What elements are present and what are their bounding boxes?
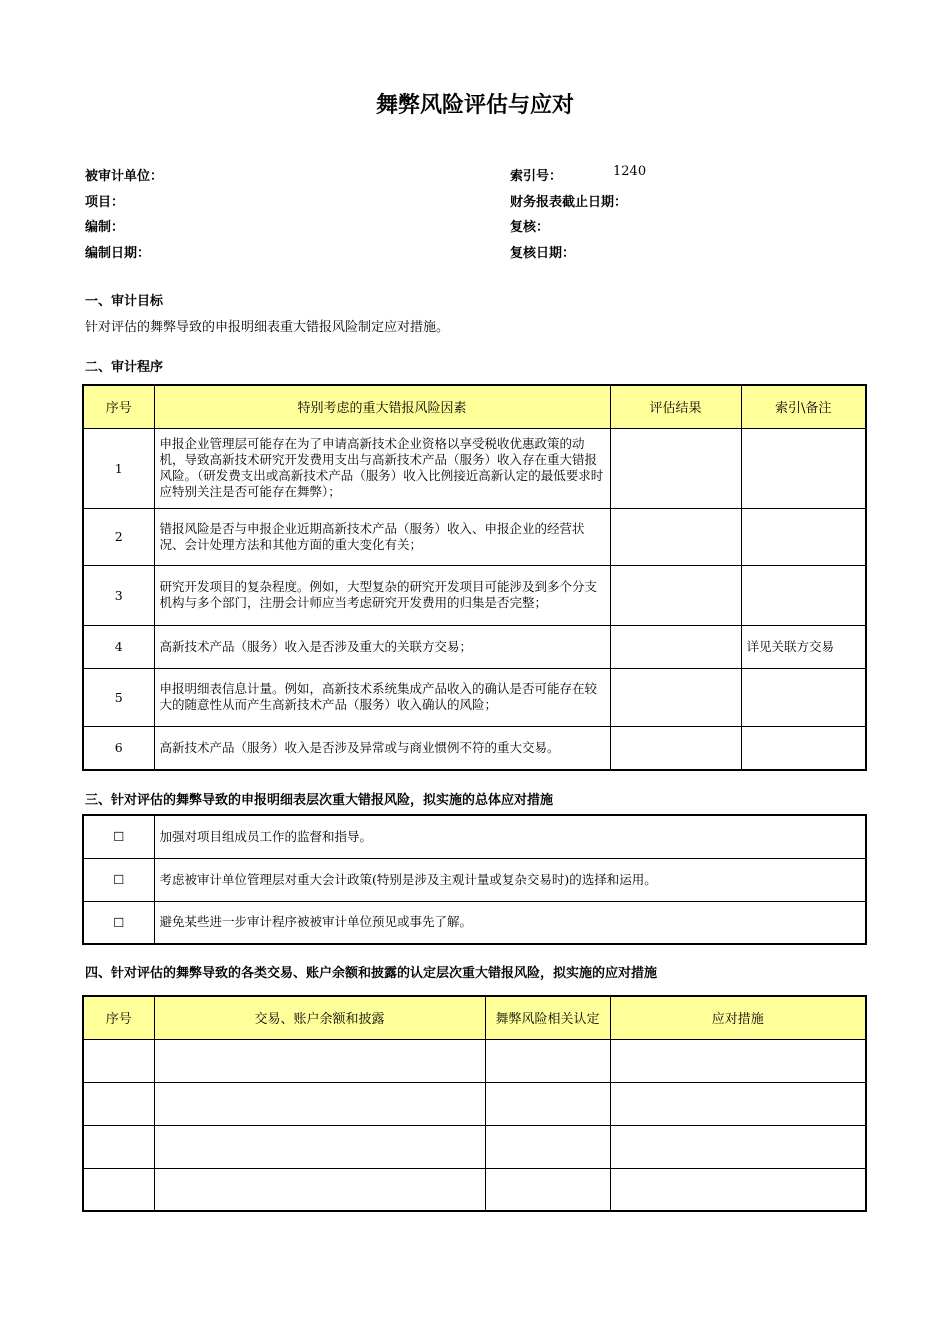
project-label: 项目： (85, 195, 125, 210)
row-factor: 高新技术产品（服务）收入是否涉及异常或与商业惯例不符的重大交易。 (154, 726, 610, 770)
cell-account[interactable] (154, 1082, 485, 1125)
cell-no[interactable] (83, 1168, 154, 1211)
overall-response-table (82, 814, 867, 945)
row-note[interactable] (741, 726, 866, 770)
cell-response[interactable] (610, 1082, 866, 1125)
checkbox-icon[interactable]: ☐ (83, 858, 154, 901)
cell-account[interactable] (154, 1039, 485, 1082)
checkbox-icon[interactable]: ☐ (83, 815, 154, 858)
table-row (83, 1039, 866, 1082)
response-text: 避免某些进一步审计程序被被审计单位预见或事先了解。 (154, 901, 866, 944)
row-no: 3 (83, 565, 154, 625)
row-factor: 错报风险是否与申报企业近期高新技术产品（服务）收入、申报企业的经营状况、会计处理方法和其他方面的重大变化有关； (154, 508, 610, 565)
section1-text: 针对评估的舞弊导致的申报明细表重大错报风险制定应对措施。 (85, 320, 450, 335)
row-result[interactable] (610, 726, 741, 770)
list-item (83, 815, 866, 858)
row-result[interactable] (610, 428, 741, 508)
col-header-account: 交易、账户余额和披露 (154, 996, 485, 1039)
risk-factor-table (82, 384, 867, 771)
cell-no[interactable] (83, 1125, 154, 1168)
row-factor: 高新技术产品（服务）收入是否涉及重大的关联方交易； (154, 625, 610, 668)
table-row (83, 1082, 866, 1125)
auditee-label: 被审计单位： (85, 169, 164, 184)
table-row (83, 428, 866, 508)
list-item (83, 901, 866, 944)
list-item (83, 858, 866, 901)
cell-response[interactable] (610, 1125, 866, 1168)
table-row (83, 625, 866, 668)
col-header-factor: 特别考虑的重大错报风险因素 (154, 385, 610, 428)
col-header-assertion: 舞弊风险相关认定 (485, 996, 610, 1039)
response-text: 考虑被审计单位管理层对重大会计政策(特别是涉及主观计量或复杂交易时)的选择和运用。 (154, 858, 866, 901)
prepare-date-label: 编制日期： (85, 246, 151, 261)
table-row (83, 726, 866, 770)
cell-response[interactable] (610, 1039, 866, 1082)
row-no: 5 (83, 668, 154, 726)
section3-title: 三、针对评估的舞弊导致的申报明细表层次重大错报风险，拟实施的总体应对措施 (85, 793, 554, 808)
row-factor: 申报明细表信息计量。例如，高新技术系统集成产品收入的确认是否可能存在较大的随意性从而产生高新技术产品（服务）收入确认的风险； (154, 668, 610, 726)
row-no: 1 (83, 428, 154, 508)
cell-assertion[interactable] (485, 1168, 610, 1211)
table-row (83, 668, 866, 726)
cell-response[interactable] (610, 1168, 866, 1211)
row-result[interactable] (610, 508, 741, 565)
row-no: 6 (83, 726, 154, 770)
table-row (83, 1168, 866, 1211)
row-result[interactable] (610, 565, 741, 625)
cell-account[interactable] (154, 1125, 485, 1168)
table-row (83, 1125, 866, 1168)
row-no: 4 (83, 625, 154, 668)
col-header-response: 应对措施 (610, 996, 866, 1039)
section2-title: 二、审计程序 (85, 360, 164, 375)
col-header-result: 评估结果 (610, 385, 741, 428)
table-row (83, 565, 866, 625)
cell-assertion[interactable] (485, 1125, 610, 1168)
row-note[interactable] (741, 668, 866, 726)
col-header-note: 索引\备注 (741, 385, 866, 428)
row-note[interactable]: 详见关联方交易 (741, 625, 866, 668)
checkbox-icon[interactable]: ☐ (83, 901, 154, 944)
report-date-label: 财务报表截止日期： (510, 195, 628, 210)
cell-assertion[interactable] (485, 1082, 610, 1125)
preparer-label: 编制： (85, 220, 125, 235)
row-note[interactable] (741, 428, 866, 508)
cell-assertion[interactable] (485, 1039, 610, 1082)
page-title: 舞弊风险评估与应对 (375, 93, 574, 118)
row-no: 2 (83, 508, 154, 565)
col-header-no: 序号 (83, 996, 154, 1039)
row-result[interactable] (610, 668, 741, 726)
cell-account[interactable] (154, 1168, 485, 1211)
row-factor: 申报企业管理层可能存在为了申请高新技术企业资格以享受税收优惠政策的动机，导致高新技术研究开发费用支出与高新技术产品（服务）收入存在重大错报风险。（研发费支出或高新技术产品（服务）收入比例接近高新认定的最低要求时应特别关注是否可能存在舞弊）； (154, 428, 610, 508)
assertion-response-table (82, 995, 867, 1212)
response-text: 加强对项目组成员工作的监督和指导。 (154, 815, 866, 858)
table-row (83, 508, 866, 565)
row-result[interactable] (610, 625, 741, 668)
cell-no[interactable] (83, 1039, 154, 1082)
row-note[interactable] (741, 565, 866, 625)
row-factor: 研究开发项目的复杂程度。例如，大型复杂的研究开发项目可能涉及到多个分支机构与多个部门，注册会计师应当考虑研究开发费用的归集是否完整； (154, 565, 610, 625)
cell-no[interactable] (83, 1082, 154, 1125)
index-label: 索引号： (510, 169, 563, 184)
review-date-label: 复核日期： (510, 246, 576, 261)
col-header-no: 序号 (83, 385, 154, 428)
section4-title: 四、针对评估的舞弊导致的各类交易、账户余额和披露的认定层次重大错报风险，拟实施的应对措施 (85, 966, 658, 981)
reviewer-label: 复核： (510, 220, 550, 235)
index-value: 1240 (613, 164, 647, 179)
section1-title: 一、审计目标 (85, 294, 164, 309)
row-note[interactable] (741, 508, 866, 565)
